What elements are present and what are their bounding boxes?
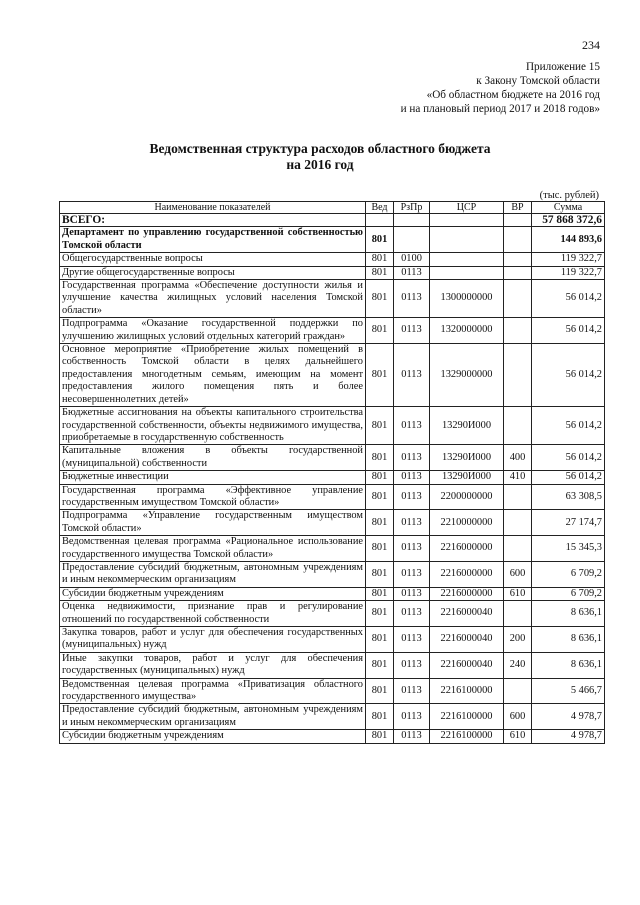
table-row	[60, 652, 605, 678]
table-row	[60, 471, 605, 484]
cell-vr	[504, 344, 532, 407]
units-label: (тыс. рублей)	[539, 190, 599, 201]
cell-ved: 801	[366, 652, 394, 678]
cell-name: ВСЕГО:	[60, 214, 366, 227]
cell-rzpr: 0113	[394, 704, 430, 730]
cell-ved: 801	[366, 561, 394, 587]
cell-sum: 119 322,7	[532, 266, 605, 279]
cell-vr: 410	[504, 471, 532, 484]
cell-vr	[504, 536, 532, 562]
cell-csr: 2216000000	[430, 587, 504, 600]
cell-ved: 801	[366, 704, 394, 730]
cell-rzpr: 0113	[394, 318, 430, 344]
cell-name: Закупка товаров, работ и услуг для обеспечения государственных (муниципальных) нужд	[60, 627, 366, 653]
cell-csr: 2216000000	[430, 561, 504, 587]
cell-sum: 8 636,1	[532, 601, 605, 627]
cell-csr: 1329000000	[430, 344, 504, 407]
cell-sum: 15 345,3	[532, 536, 605, 562]
appendix-line: Приложение 15	[525, 61, 600, 73]
cell-vr	[504, 280, 532, 318]
cell-rzpr: 0113	[394, 471, 430, 484]
cell-ved: 801	[366, 536, 394, 562]
cell-ved: 801	[366, 587, 394, 600]
cell-name: Основное мероприятие «Приобретение жилых помещений в собственность Томской области в целях дальнейшего предоставления многодетным семьям, имеющим на момент предоставления жилого помещения пять и более несовершеннолетних детей»	[60, 344, 366, 407]
table-row	[60, 214, 605, 227]
cell-csr: 2216000040	[430, 601, 504, 627]
cell-sum: 56 014,2	[532, 318, 605, 344]
document-title	[0, 141, 640, 173]
cell-ved: 801	[366, 318, 394, 344]
cell-vr: 610	[504, 587, 532, 600]
cell-csr	[430, 214, 504, 227]
cell-name: Департамент по управлению государственной собственностью Томской области	[60, 227, 366, 253]
cell-rzpr: 0113	[394, 407, 430, 445]
cell-csr: 2216100000	[430, 678, 504, 704]
cell-rzpr: 0100	[394, 253, 430, 266]
cell-vr	[504, 227, 532, 253]
cell-vr	[504, 678, 532, 704]
table-row	[60, 561, 605, 587]
cell-csr: 2216000000	[430, 536, 504, 562]
cell-vr	[504, 266, 532, 279]
cell-vr	[504, 318, 532, 344]
cell-name: Предоставление субсидий бюджетным, автономным учреждениям и иным некоммерческим организациям	[60, 561, 366, 587]
cell-csr: 13290И000	[430, 471, 504, 484]
cell-sum: 56 014,2	[532, 407, 605, 445]
cell-name: Подпрограмма «Оказание государственной поддержки по улучшению жилищных условий отдельных категорий граждан»	[60, 318, 366, 344]
cell-rzpr: 0113	[394, 561, 430, 587]
table-row	[60, 227, 605, 253]
cell-ved: 801	[366, 266, 394, 279]
table-row	[60, 445, 605, 471]
cell-csr: 2200000000	[430, 484, 504, 510]
cell-sum: 8 636,1	[532, 627, 605, 653]
cell-rzpr: 0113	[394, 536, 430, 562]
cell-rzpr: 0113	[394, 344, 430, 407]
cell-rzpr	[394, 227, 430, 253]
cell-sum: 56 014,2	[532, 280, 605, 318]
cell-ved: 801	[366, 407, 394, 445]
cell-ved: 801	[366, 678, 394, 704]
cell-sum: 57 868 372,6	[532, 214, 605, 227]
cell-name: Предоставление субсидий бюджетным, автономным учреждениям и иным некоммерческим организациям	[60, 704, 366, 730]
table-row	[60, 253, 605, 266]
table-row	[60, 627, 605, 653]
cell-rzpr: 0113	[394, 601, 430, 627]
cell-csr: 1300000000	[430, 280, 504, 318]
cell-name: Государственная программа «Эффективное управление государственным имуществом Томской области»	[60, 484, 366, 510]
cell-ved: 801	[366, 445, 394, 471]
cell-rzpr: 0113	[394, 266, 430, 279]
cell-vr	[504, 601, 532, 627]
cell-sum: 27 174,7	[532, 510, 605, 536]
cell-csr: 2216100000	[430, 730, 504, 743]
cell-csr: 1320000000	[430, 318, 504, 344]
cell-ved: 801	[366, 730, 394, 743]
header-rzpr: РзПр	[394, 202, 430, 214]
cell-rzpr: 0113	[394, 627, 430, 653]
cell-rzpr: 0113	[394, 678, 430, 704]
cell-rzpr	[394, 214, 430, 227]
cell-csr	[430, 253, 504, 266]
cell-vr	[504, 510, 532, 536]
cell-ved: 801	[366, 601, 394, 627]
cell-rzpr: 0113	[394, 280, 430, 318]
appendix-line: и на плановый период 2017 и 2018 годов»	[400, 103, 600, 115]
cell-sum: 119 322,7	[532, 253, 605, 266]
cell-name: Подпрограмма «Управление государственным имуществом Томской области»	[60, 510, 366, 536]
table-row	[60, 407, 605, 445]
cell-name: Субсидии бюджетным учреждениям	[60, 587, 366, 600]
cell-rzpr: 0113	[394, 587, 430, 600]
cell-rzpr: 0113	[394, 445, 430, 471]
cell-rzpr: 0113	[394, 510, 430, 536]
cell-vr: 240	[504, 652, 532, 678]
cell-ved: 801	[366, 344, 394, 407]
cell-vr: 200	[504, 627, 532, 653]
cell-vr: 610	[504, 730, 532, 743]
header-vr: ВР	[504, 202, 532, 214]
appendix-line: к Закону Томской области	[476, 75, 600, 87]
header-sum: Сумма	[532, 202, 605, 214]
cell-ved: 801	[366, 484, 394, 510]
cell-vr: 400	[504, 445, 532, 471]
cell-name: Капитальные вложения в объекты государственной (муниципальной) собственности	[60, 445, 366, 471]
cell-vr: 600	[504, 704, 532, 730]
cell-rzpr: 0113	[394, 484, 430, 510]
table-row	[60, 704, 605, 730]
cell-csr	[430, 227, 504, 253]
cell-name: Общегосударственные вопросы	[60, 253, 366, 266]
cell-ved	[366, 214, 394, 227]
cell-ved: 801	[366, 471, 394, 484]
cell-sum: 8 636,1	[532, 652, 605, 678]
budget-table	[59, 201, 605, 744]
cell-csr: 2216100000	[430, 704, 504, 730]
cell-rzpr: 0113	[394, 652, 430, 678]
cell-name: Субсидии бюджетным учреждениям	[60, 730, 366, 743]
table-row	[60, 510, 605, 536]
cell-ved: 801	[366, 227, 394, 253]
table-row	[60, 318, 605, 344]
cell-name: Ведомственная целевая программа «Рациональное использование государственного имущества Томской области»	[60, 536, 366, 562]
cell-vr	[504, 214, 532, 227]
cell-csr: 2216000040	[430, 627, 504, 653]
cell-csr: 13290И000	[430, 445, 504, 471]
cell-ved: 801	[366, 627, 394, 653]
title-line: Ведомственная структура расходов областного бюджета	[149, 141, 491, 156]
table-row	[60, 344, 605, 407]
cell-sum: 6 709,2	[532, 587, 605, 600]
cell-name: Иные закупки товаров, работ и услуг для обеспечения государственных (муниципальных) нужд	[60, 652, 366, 678]
cell-csr: 2216000040	[430, 652, 504, 678]
cell-sum: 6 709,2	[532, 561, 605, 587]
cell-vr: 600	[504, 561, 532, 587]
table-body	[60, 214, 605, 744]
cell-sum: 56 014,2	[532, 445, 605, 471]
cell-sum: 144 893,6	[532, 227, 605, 253]
cell-vr	[504, 407, 532, 445]
cell-ved: 801	[366, 510, 394, 536]
appendix-header	[401, 60, 600, 116]
table-row	[60, 484, 605, 510]
cell-rzpr: 0113	[394, 730, 430, 743]
page-number: 234	[582, 38, 600, 52]
table-header-row	[60, 202, 605, 214]
title-line: на 2016 год	[286, 157, 354, 172]
table-row	[60, 678, 605, 704]
cell-csr	[430, 266, 504, 279]
cell-name: Бюджетные ассигнования на объекты капитального строительства государственной собственности, объекты недвижимого имущества, приобретаемые в государственную собственность	[60, 407, 366, 445]
cell-ved: 801	[366, 280, 394, 318]
cell-sum: 5 466,7	[532, 678, 605, 704]
table-row	[60, 587, 605, 600]
header-csr: ЦСР	[430, 202, 504, 214]
table-row	[60, 601, 605, 627]
cell-name: Ведомственная целевая программа «Приватизация областного государственного имущества»	[60, 678, 366, 704]
cell-sum: 4 978,7	[532, 704, 605, 730]
cell-sum: 56 014,2	[532, 344, 605, 407]
table-row	[60, 280, 605, 318]
cell-sum: 63 308,5	[532, 484, 605, 510]
cell-sum: 4 978,7	[532, 730, 605, 743]
table-row	[60, 536, 605, 562]
cell-name: Оценка недвижимости, признание прав и регулирование отношений по государственной собственности	[60, 601, 366, 627]
cell-name: Другие общегосударственные вопросы	[60, 266, 366, 279]
cell-sum: 56 014,2	[532, 471, 605, 484]
cell-vr	[504, 253, 532, 266]
cell-name: Бюджетные инвестиции	[60, 471, 366, 484]
appendix-line: «Об областном бюджете на 2016 год	[426, 89, 600, 101]
header-ved: Вед	[366, 202, 394, 214]
cell-vr	[504, 484, 532, 510]
header-name: Наименование показателей	[60, 202, 366, 214]
table-row	[60, 730, 605, 743]
table-row	[60, 266, 605, 279]
cell-ved: 801	[366, 253, 394, 266]
cell-name: Государственная программа «Обеспечение доступности жилья и улучшение качества жилищных условий населения Томской области»	[60, 280, 366, 318]
cell-csr: 13290И000	[430, 407, 504, 445]
cell-csr: 2210000000	[430, 510, 504, 536]
